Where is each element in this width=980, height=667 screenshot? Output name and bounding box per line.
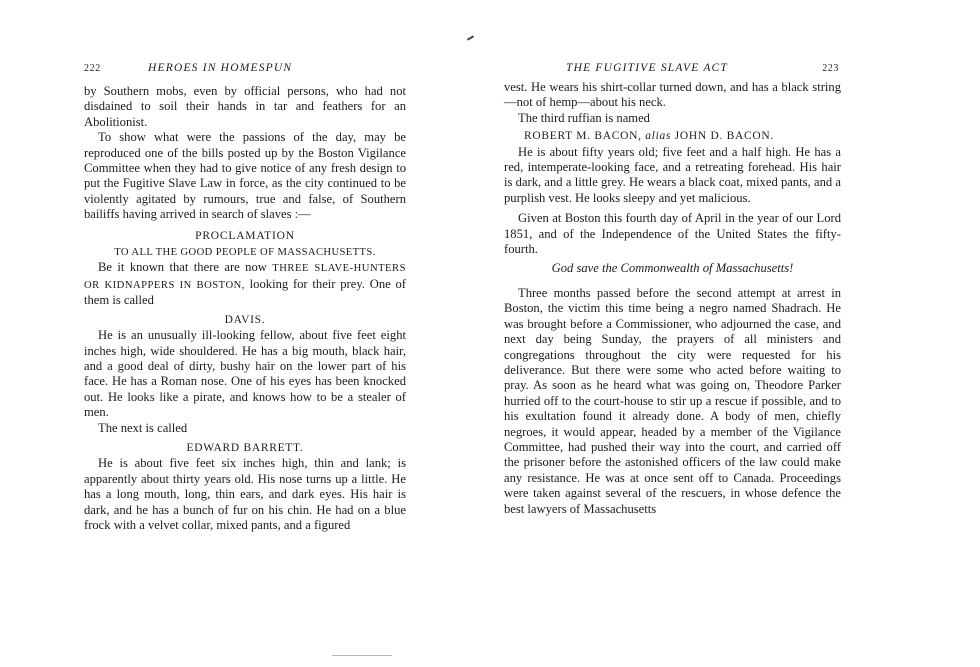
text-run: looking for their prey. One of them is called (84, 276, 406, 308)
left-page-number: 222 (84, 63, 101, 74)
right-page-body (504, 80, 841, 517)
left-page (84, 0, 406, 667)
motto: God save the Commonwealth of Massachusetts! (551, 261, 794, 276)
left-running-head (84, 62, 406, 78)
name-heading: DAVIS. (224, 313, 266, 326)
bottom-rule (332, 655, 392, 656)
paragraph: Given at Boston this fourth day of April in the year of our Lord 1851, and of the Independence of the United States the fifty-fourth. (504, 211, 841, 257)
right-running-title: THE FUGITIVE SLAVE ACT (566, 62, 729, 74)
proclamation-heading: PROCLAMATION (195, 229, 295, 242)
text-run: Be it known that there are now (98, 260, 273, 275)
right-running-head (504, 62, 841, 78)
section-gap (504, 277, 841, 286)
paragraph: To show what were the passions of the day, may be reproduced one of the bills posted up by the Boston Vigilance Committee when they had to give notice of any fresh design to put the Fugitive Slave Law in force, as the city continued to be violently agitated by rumours, true and false, of Southern bailiffs having arrived in search of slaves :— (84, 130, 406, 222)
name-heading: EDWARD BARRETT. (186, 441, 304, 454)
left-running-title: HEROES IN HOMESPUN (148, 62, 293, 74)
proclamation-address: TO ALL THE GOOD PEOPLE OF MASSACHUSETTS. (114, 247, 376, 259)
italic-run: alias (645, 130, 672, 143)
paragraph: He is an unusually ill-looking fellow, about five feet eight inches high, wide shouldered. He has a big mouth, black hair, and a good deal of dirty, bushy hair on the lower part of his face. He has a Roman nose. One of his eyes has been knocked out. He looks like a pirate, and knows how to be a stealer of men. (84, 328, 406, 420)
paragraph: He is about fifty years old; five feet and a half high. He has a red, intemperate-looking face, and a retreating forehead. His hair is dark, and a little grey. He wears a black coat, mixed pants, and a purplish vest. He looks sleepy and yet malicious. (504, 144, 841, 205)
text-run: ROBERT M. BACON, (524, 130, 646, 143)
small-caps-run: THREE SLAVE-HUNTERS OR KIDNAPPERS IN BOSTON, (84, 263, 406, 291)
paragraph (84, 260, 406, 308)
right-page (504, 0, 841, 667)
paragraph: by Southern mobs, even by official persons, who had not disdained to soil their hands in tar and feathers for an Abolitionist. (84, 84, 406, 129)
right-page-number: 223 (822, 63, 839, 74)
left-page-body (84, 84, 406, 533)
paragraph: He is about five feet six inches high, thin and lank; is apparently about thirty years old. His nose turns up a little. He has a long mouth, long, thin ears, and dark eyes. His hair is dark, and he has a bunch of fur on his chin. He had on a blue frock with a velvet collar, mixed pants, and a figured (84, 456, 406, 532)
text-run: JOHN D. BACON. (671, 130, 774, 143)
paragraph: The third ruffian is named (518, 110, 650, 125)
paragraph: vest. He wears his shirt-collar turned down, and has a black string—not of hemp—about his neck. (504, 80, 841, 110)
paragraph: Three months passed before the second attempt at arrest in Boston, the victim this time being a negro named Shadrach. He was brought before a Commissioner, who adjourned the case, and next day being Sunday, the prayers of all ministers and congregations throughout the city were requested for his deliverance. But there were some who acted before waiting to pray. As soon as he heard what was going on, Theodore Parker hurried off to the court-house to stir up a rescue if possible, and to his exultation found it already done. A body of men, chiefly negroes, it would appear, headed by a member of the Vigilance Committee, had pushed their way into the court, and carried off the prisoner before the astonished officers of the law could make any resistance. He was at once sent off to Canada. Proceedings were taken against several of the rescuers, in whose defence the best lawyers of Massachusetts (504, 285, 841, 516)
stray-mark (467, 35, 474, 40)
paragraph: The next is called (98, 420, 188, 435)
name-heading (504, 129, 841, 144)
